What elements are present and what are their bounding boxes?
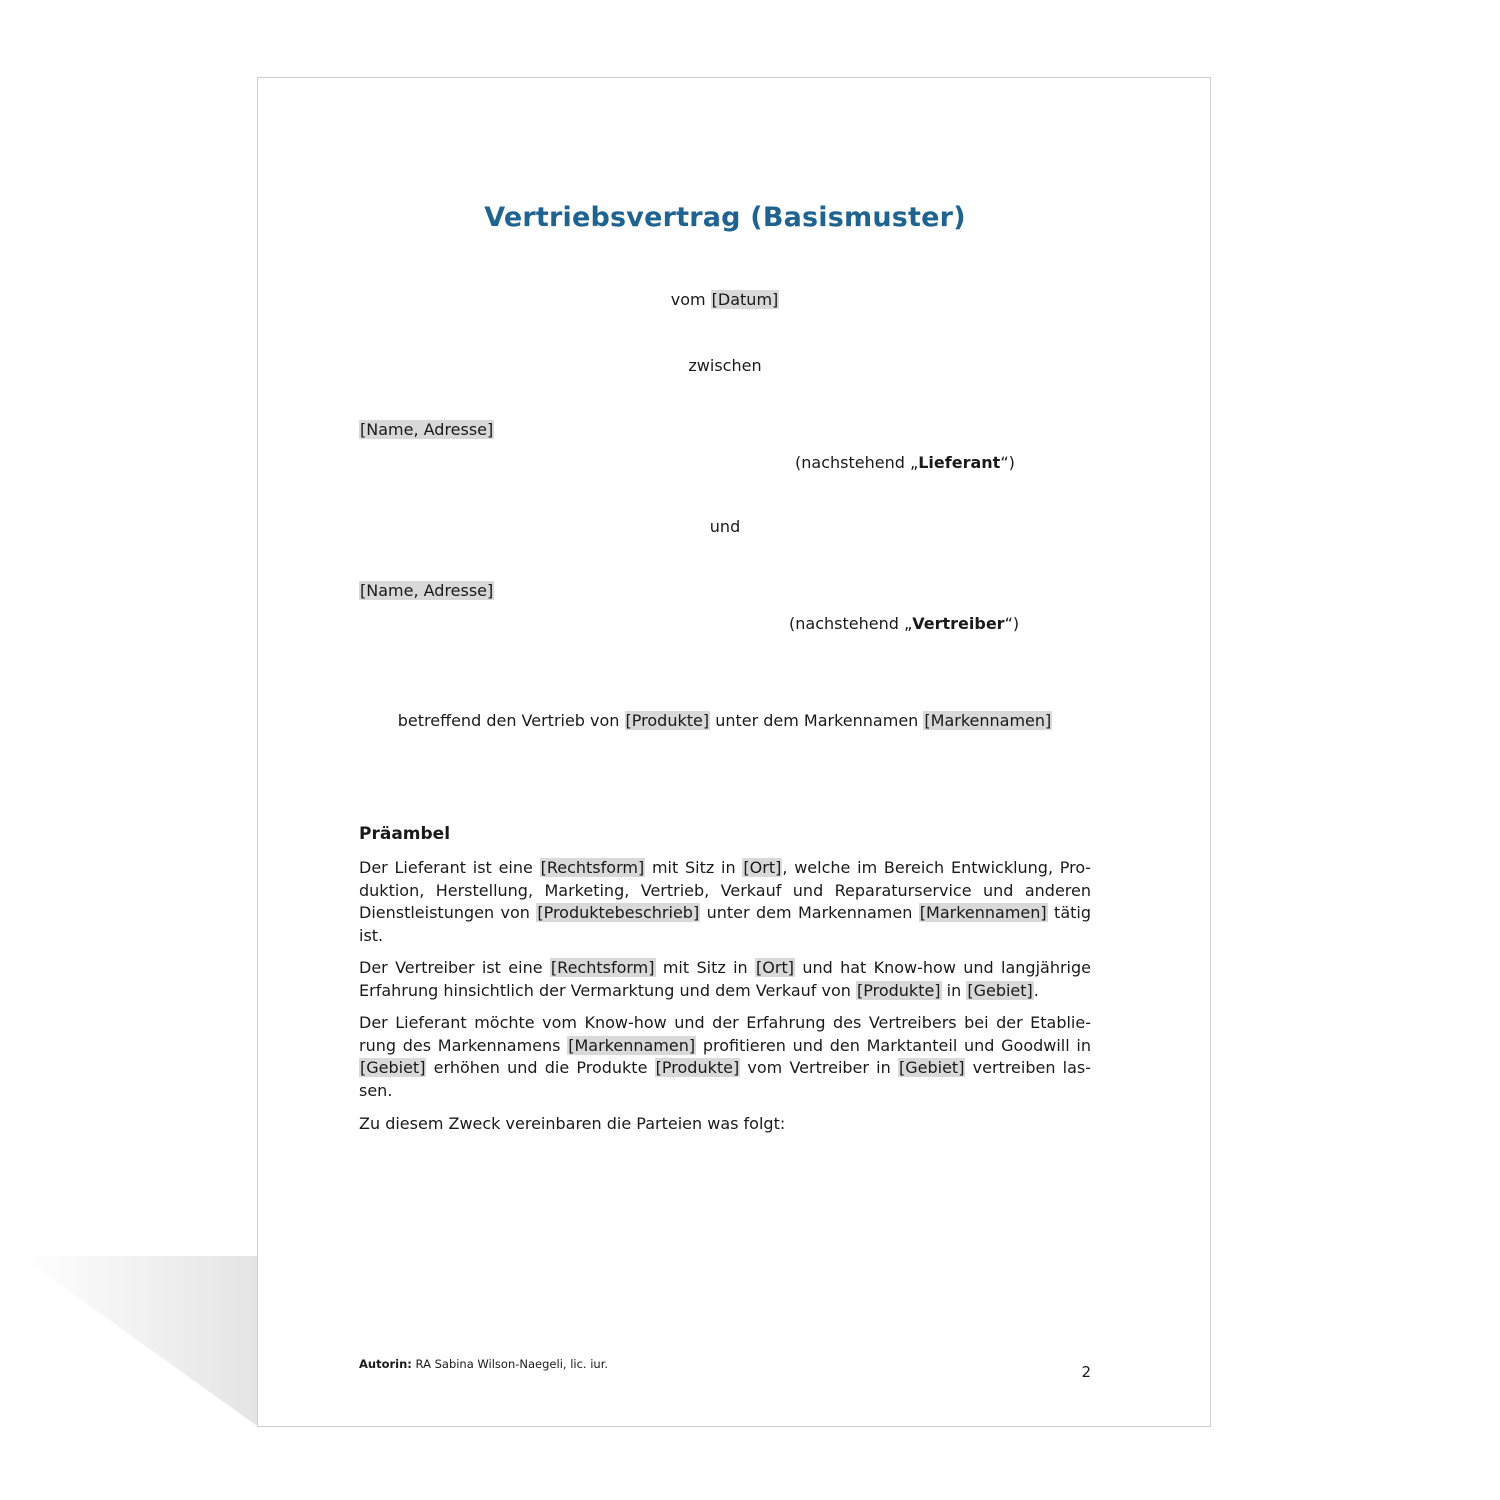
- party1-address: [359, 419, 494, 441]
- party1-designation-name: Lieferant: [918, 453, 1001, 472]
- para1-product-description-placeholder: [Produktebeschrieb]: [537, 903, 700, 922]
- subject-products-placeholder: [Produkte]: [625, 711, 710, 730]
- party2-designation: [789, 613, 1019, 635]
- document-title: Vertriebsvertrag (Basismuster): [484, 202, 966, 233]
- para2-legal-form-placeholder: [Rechtsform]: [550, 958, 655, 977]
- and-text: und: [709, 517, 741, 536]
- para1-text-4: unter dem Markennamen: [706, 903, 913, 922]
- preamble-paragraph-4: Zu diesem Zweck vereinbaren die Parteien was folgt:: [359, 1114, 786, 1133]
- date-line: [359, 289, 1091, 311]
- para2-text-5: .: [1033, 980, 1039, 1000]
- preamble-paragraph-1: [359, 857, 1091, 947]
- para3-text-5: vertreiben lassen.: [359, 1058, 1092, 1100]
- party1-designation: [795, 452, 1015, 474]
- between-text: zwischen: [688, 356, 762, 375]
- para1-location-placeholder: [Ort]: [743, 858, 782, 877]
- party2-designation-name: Vertreiber: [912, 614, 1005, 633]
- subject-line: [359, 710, 1091, 732]
- para2-text-1: Der Vertreiber ist eine: [359, 958, 543, 977]
- para2-text-2: mit Sitz in: [662, 958, 748, 977]
- preamble-paragraph-2: [359, 957, 1091, 1002]
- para2-location-placeholder: [Ort]: [756, 958, 794, 977]
- document-page: [257, 77, 1211, 1427]
- para2-text-4: in: [946, 980, 962, 1000]
- para1-brand-placeholder: [Markennamen]: [919, 903, 1047, 922]
- para1-text-2: mit Sitz in: [651, 858, 736, 877]
- para3-text-4: vom Vertreiber in: [747, 1058, 891, 1077]
- party1-placeholder: [Name, Adresse]: [360, 420, 494, 439]
- para3-territory-placeholder: [Gebiet]: [360, 1058, 426, 1077]
- para3-territory-placeholder-2: [Gebiet]: [898, 1058, 965, 1077]
- date-prefix: vom: [670, 290, 706, 309]
- para3-text-3: erhöhen und die Produkte: [433, 1058, 648, 1077]
- subject-brand-placeholder: [Markennamen]: [924, 711, 1052, 730]
- para1-text-3: , welche im Bereich Entwicklung, Produktion, Herstellung, Marketing, Vertrieb, Verkauf und Reparaturservice und anderen Dienstleistungen von: [359, 858, 1091, 922]
- party2-designation-prefix: (nachstehend „: [789, 614, 913, 633]
- para1-legal-form-placeholder: [Rechtsform]: [540, 858, 645, 877]
- party2-address: [359, 580, 494, 602]
- subject-text-1: betreffend den Vertrieb von: [397, 711, 620, 730]
- party2-placeholder: [Name, Adresse]: [360, 581, 494, 600]
- para3-products-placeholder: [Produkte]: [655, 1058, 740, 1077]
- page-shadow: [20, 1256, 260, 1428]
- para3-text-1: Der Lieferant möchte vom Know-how und der Erfahrung des Vertreibers bei der Etablierung des Markennamens: [359, 1013, 1091, 1055]
- para1-text-1: Der Lieferant ist eine: [359, 858, 533, 877]
- subject-text-2: unter dem Markennamen: [715, 711, 919, 730]
- para2-products-placeholder: [Produkte]: [857, 980, 941, 1000]
- para1-text-5: tätig ist.: [359, 903, 1091, 945]
- para3-brand-placeholder: [Markennamen]: [568, 1035, 696, 1055]
- preamble-paragraph-3: [359, 1012, 1091, 1102]
- footer-author: [359, 1357, 608, 1371]
- footer-author-name: RA Sabina Wilson-Naegeli, lic. iur.: [415, 1357, 609, 1371]
- para2-text-3: und hat Know-how und langjährige Erfahrung hinsichtlich der Vermarktung und dem Verkauf von: [359, 958, 1092, 1000]
- page-number: 2: [1081, 1363, 1091, 1381]
- party1-designation-prefix: (nachstehend „: [795, 453, 919, 472]
- footer-author-label: Autorin:: [359, 1357, 412, 1371]
- date-placeholder: [Datum]: [711, 290, 779, 309]
- party1-designation-suffix: “): [1000, 453, 1015, 472]
- para2-territory-placeholder: [Gebiet]: [967, 980, 1033, 1000]
- preamble-heading: Präambel: [359, 824, 451, 844]
- para3-text-2: profitieren und den Marktanteil und Goodwill in: [702, 1035, 1091, 1055]
- party2-designation-suffix: “): [1004, 614, 1020, 633]
